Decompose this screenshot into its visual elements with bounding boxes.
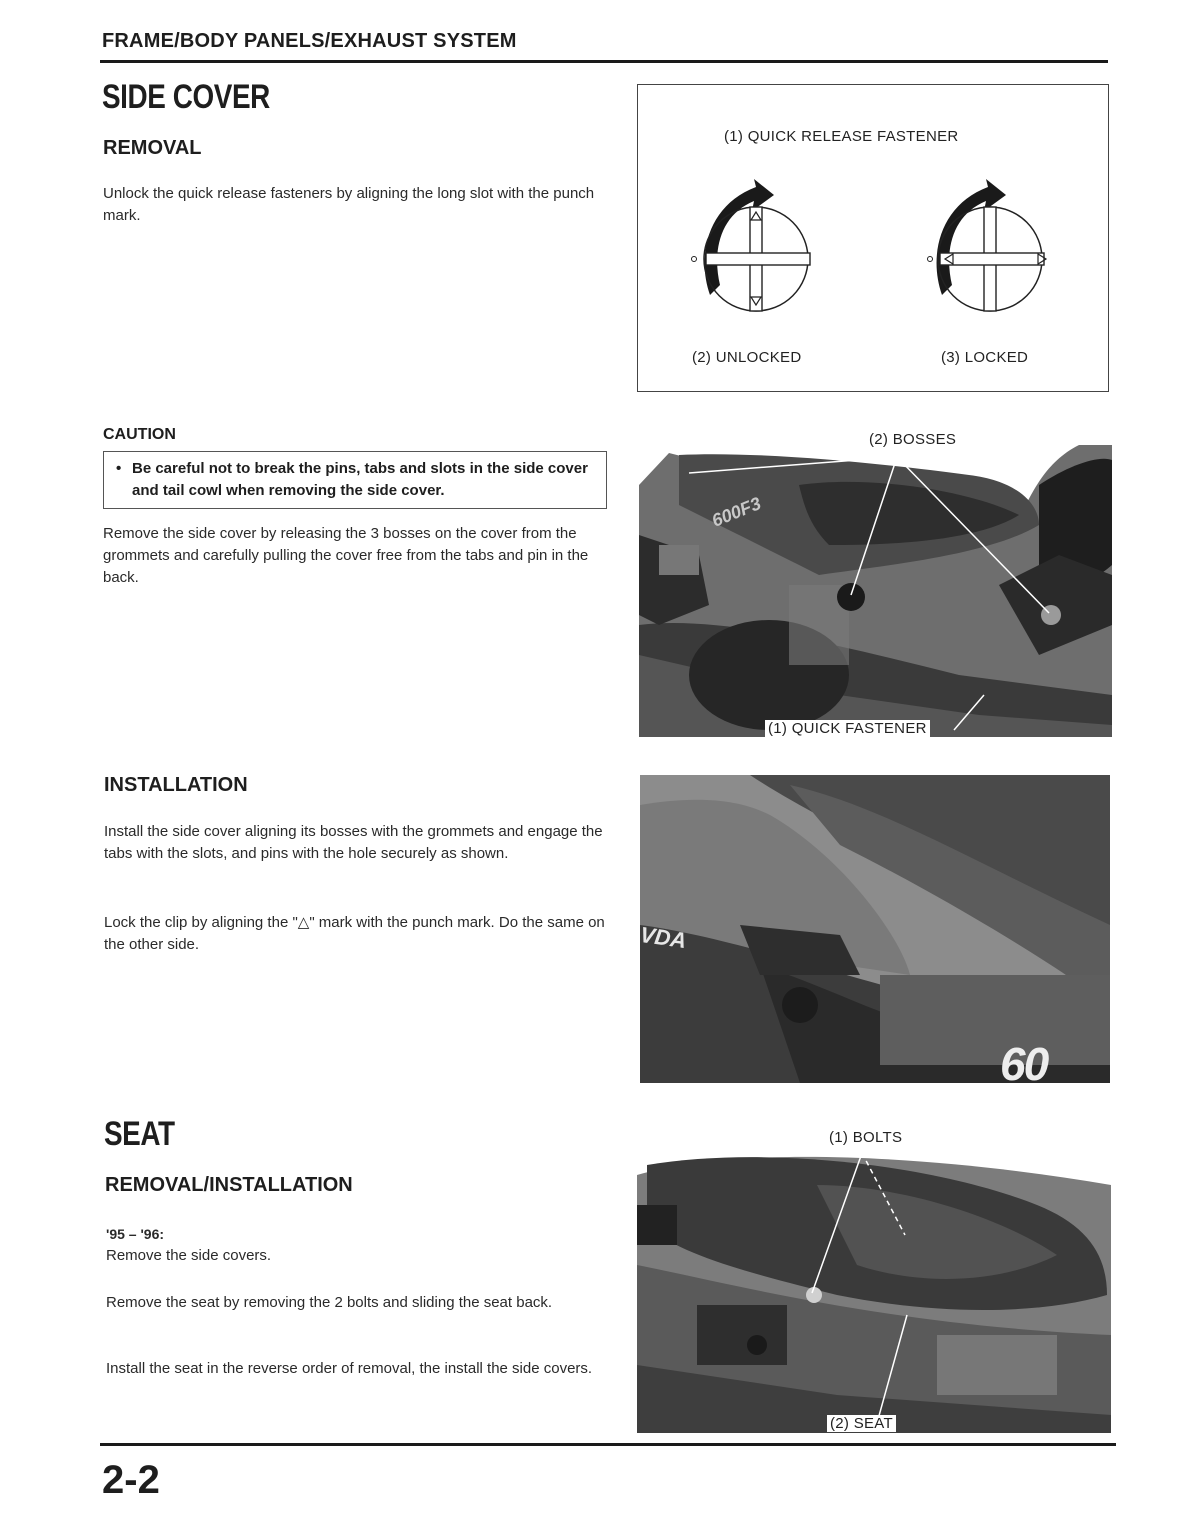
caution-text: Be careful not to break the pins, tabs and slots in the side cover and tail cowl when removing the side cover.: [132, 460, 588, 499]
caution-bullet: •: [116, 460, 122, 477]
fastener-label: (1) QUICK RELEASE FASTENER: [724, 128, 959, 145]
caution-box: [103, 451, 607, 509]
seat-text-1: Remove the side covers.: [106, 1247, 272, 1264]
seat-heading: REMOVAL/INSTALLATION: [105, 1174, 353, 1196]
installation-photo: [638, 775, 1110, 1090]
side-cover-photo: [639, 431, 1112, 737]
seat-text-2: Remove the seat by removing the 2 bolts and sliding the seat back.: [106, 1294, 553, 1311]
caution-label: CAUTION: [103, 426, 176, 443]
seat-title: SEAT: [104, 1115, 175, 1153]
unlocked-label: (2) UNLOCKED: [692, 349, 802, 366]
side-cover-title: SIDE COVER: [102, 78, 270, 116]
brand-decal-text: VDA: [638, 921, 689, 954]
locked-label: (3) LOCKED: [941, 349, 1029, 366]
removal-text-2: Remove the side cover by releasing the 3 bosses on the cover from the grommets and carefully pulling the cover free from the tabs and pin in the back.: [103, 525, 589, 586]
seat-photo: [637, 1129, 1111, 1433]
header-rule: [100, 60, 1108, 63]
locked-fastener-icon: [928, 179, 1047, 311]
side-cover-photo-art: [639, 445, 1112, 737]
removal-heading: REMOVAL: [103, 137, 202, 159]
removal-text: Unlock the quick release fasteners by aligning the long slot with the punch mark.: [103, 185, 595, 224]
unlocked-fastener-icon: [692, 179, 811, 311]
installation-text-1: Install the side cover aligning its bosses with the grommets and engage the tabs with the slots, and pins with the hole securely as shown.: [104, 823, 603, 862]
seat-years: '95 – '96:: [106, 1226, 165, 1242]
model-decal-60: 60: [1000, 1038, 1048, 1090]
model-decal-text: 600F3: [708, 493, 764, 531]
installation-text-2: Lock the clip by aligning the "△" mark with the punch mark. Do the same on the other side.: [104, 914, 605, 953]
quick-fastener-label: (1) QUICK FASTENER: [765, 720, 930, 737]
bosses-label: (2) BOSSES: [869, 431, 957, 448]
bolts-label: (1) BOLTS: [829, 1129, 903, 1146]
seat-text-3: Install the seat in the reverse order of removal, the install the side covers.: [106, 1360, 593, 1377]
fastener-illustration: [638, 165, 1108, 345]
installation-heading: INSTALLATION: [104, 774, 248, 796]
fastener-diagram: [637, 84, 1109, 392]
seat-photo-art: [637, 1145, 1111, 1433]
section-header: FRAME/BODY PANELS/EXHAUST SYSTEM: [102, 30, 517, 52]
page-number: 2-2: [102, 1458, 160, 1502]
seat-label: (2) SEAT: [827, 1415, 896, 1432]
footer-rule: [100, 1443, 1116, 1446]
